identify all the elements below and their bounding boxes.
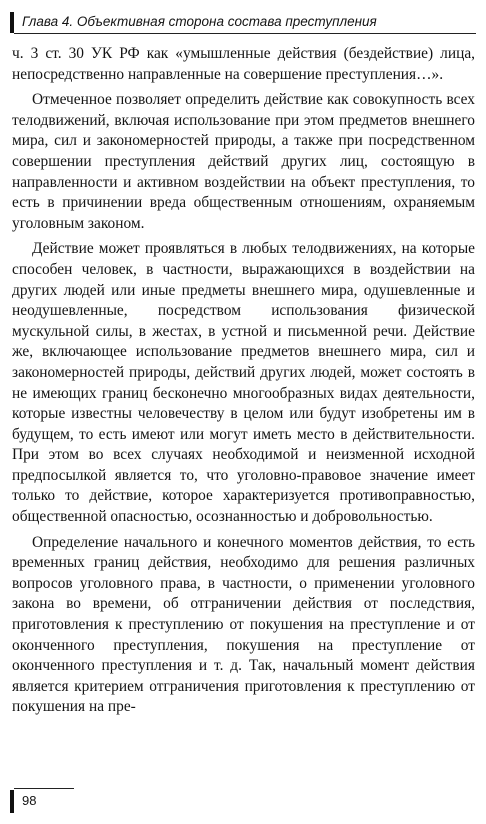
footer-rule [14,788,74,789]
header-marker-bar [10,12,14,33]
footer-marker-bar [10,790,14,813]
paragraph: Действие может проявляться в любых телодвижениях, на которые способен человек, в частности, выражающихся в воздействии на других людей или иные предметы внешнего мира, одушевленные и неодушевленные, посредством использования физической мускульной силы, в жестах, в устной и письменной речи. Действие же, включающее использование предметов внешнего мира, сил и закономерностей природы, действий других людей, может состоять в не имеющих границ бесконечно многообразных видах деятельности, которые известны человечеству в целом или будут изобретены им в будущем, то есть имеют или могут иметь место в действительности. При этом во всех случаях необходимой и неизменной исходной предпосылкой является то, что уголовно-правовое значение имеет только то действие, которое характеризуется противоправностью, общественной опасностью, осознанностью и добровольностью. [12,240,475,526]
paragraph-continued: ч. 3 ст. 30 УК РФ как «умышленные действия (бездействие) лица, непосредственно направленные на совершение преступления…». [12,45,475,83]
page-number: 98 [22,793,37,808]
page-body [12,44,475,718]
chapter-title: Глава 4. Объективная сторона состава преступления [22,14,377,29]
running-header [10,10,476,34]
paragraph: Определение начального и конечного моментов действия, то есть временных границ действия, необходимо для решения различных вопросов уголовного права, в частности, о применении уголовного закона во времени, об отграничении действия от последствия, приготовления к преступлению от покушения на преступление и от оконченного преступления, покушения на преступление от оконченного преступления и т. д. Так, начальный момент действия является критерием отграничения приготовления к преступлению от покушения на пре- [12,533,475,716]
paragraph: Отмеченное позволяет определить действие как совокупность всех телодвижений, включая использование при этом предметов внешнего мира, сил и закономерностей природы, а также при посредственном совершении преступления действий других лиц, состоящую в направленности и активном воздействии на объект преступления, то есть в причинении вреда общественным отношениям, охраняемым уголовным законом. [12,91,475,232]
header-rule [14,33,476,34]
page-footer [10,788,80,816]
